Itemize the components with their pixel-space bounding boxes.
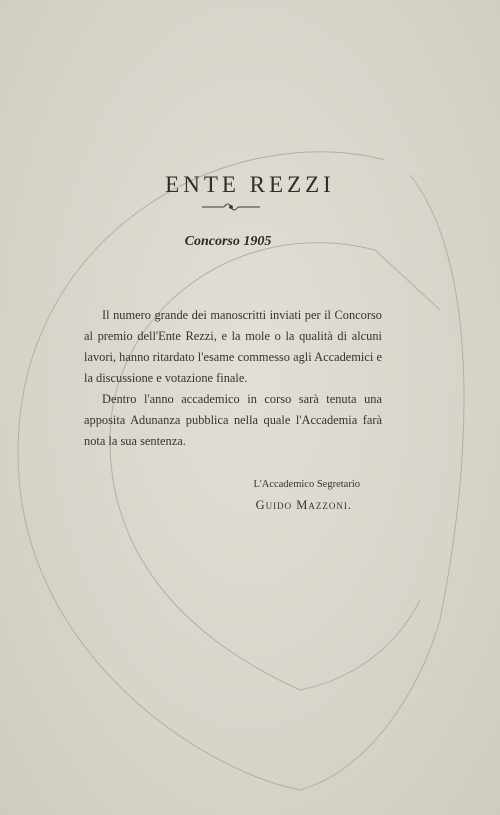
paragraph-1: Il numero grande dei manoscritti inviati per il Concorso al premio dell'Ente Rezzi, e la mole o la qualità di alcuni lavori, hanno ritardato l'esame commesso agli Accademici e la discussione e votazione finale. bbox=[84, 308, 382, 385]
ornament-divider-icon bbox=[200, 200, 262, 214]
contest-subtitle: Concorso 1905 bbox=[184, 234, 272, 249]
signature-role: L'Accademico Segretario bbox=[253, 479, 360, 490]
signature-name: Guido Mazzoni. bbox=[255, 498, 352, 512]
paragraph-2: Dentro l'anno accademico in corso sarà tenuta una apposita Adunanza pubblica nella quale l'Accademia farà nota la sua sentenza. bbox=[84, 392, 382, 448]
page-title: ENTE REZZI bbox=[165, 172, 335, 197]
announcement-body bbox=[84, 305, 382, 452]
